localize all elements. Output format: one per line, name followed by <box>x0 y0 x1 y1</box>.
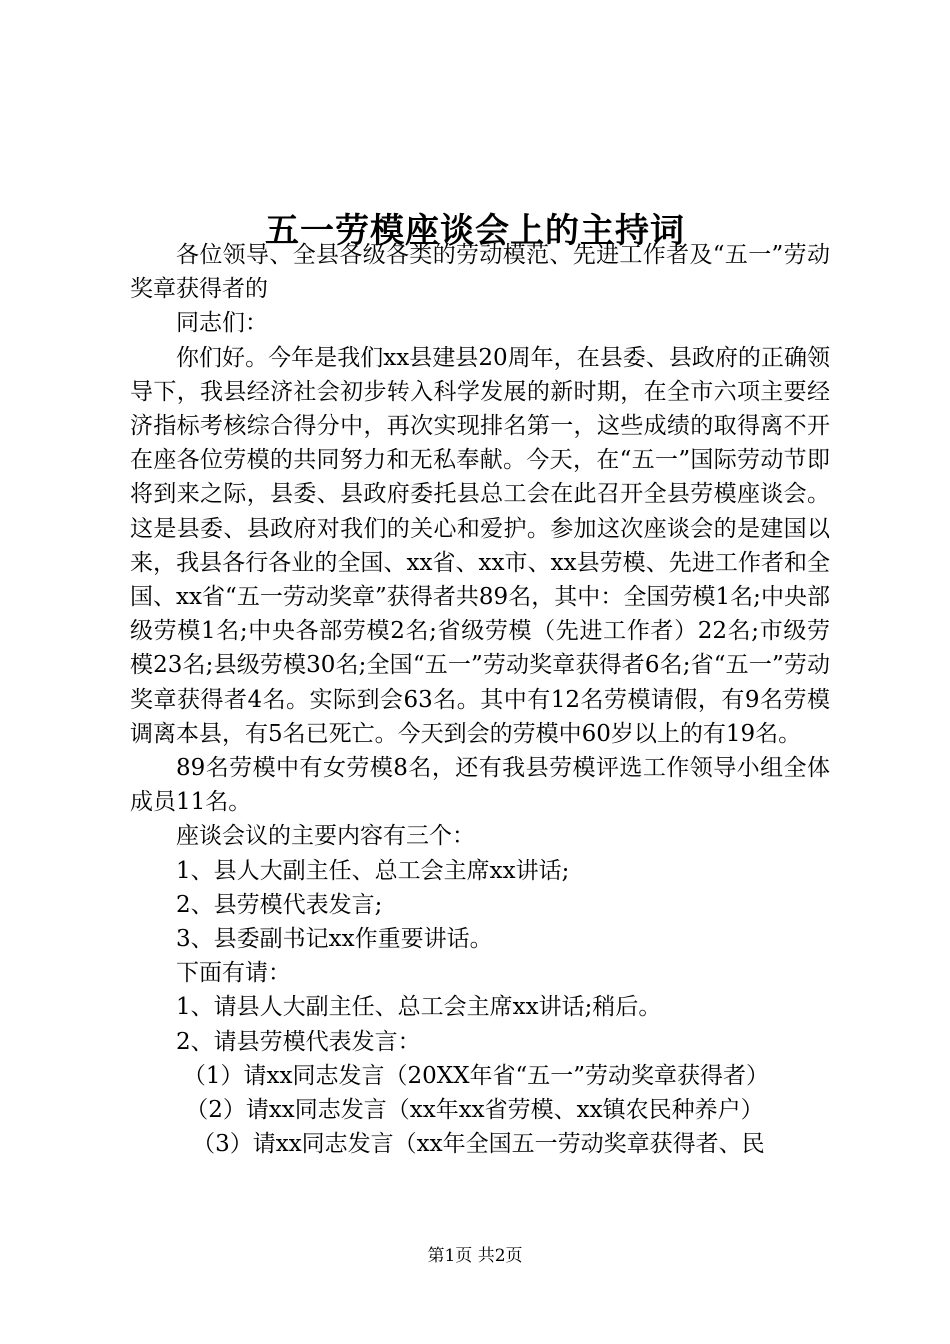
document-title: 五一劳模座谈会上的主持词 <box>265 210 685 251</box>
salutation-paragraph: 各位领导、全县各级各类的劳动模范、先进工作者及“五一”劳动奖章获得者的 <box>130 242 830 303</box>
document-body <box>130 238 830 1161</box>
speaker-item: （3）请xx同志发言（xx年全国五一劳动奖章获得者、民 <box>192 1131 765 1158</box>
body-paragraph: 89名劳模中有女劳模8名，还有我县劳模评选工作领导小组全体成员11名。 <box>130 755 830 816</box>
page-footer: 第1页 共2页 <box>427 1246 523 1266</box>
agenda-item: 2、请县劳模代表发言： <box>176 1028 421 1055</box>
agenda-item: 3、县委副书记xx作重要讲话。 <box>176 926 493 953</box>
speaker-item: （1）请xx同志发言（20XX年省“五一”劳动奖章获得者） <box>182 1062 769 1089</box>
speaker-item: （2）请xx同志发言（xx年xx省劳模、xx镇农民种养户） <box>185 1097 764 1124</box>
agenda-item: 2、县劳模代表发言; <box>176 891 383 918</box>
body-paragraph: 下面有请： <box>176 960 291 987</box>
agenda-item: 1、请县人大副主任、总工会主席xx讲话;稍后。 <box>176 994 662 1021</box>
body-paragraph: 你们好。今年是我们xx县建县20周年，在县委、县政府的正确领导下，我县经济社会初步转入科学发展的新时期，在全市六项主要经济指标考核综合得分中，再次实现排名第一，这些成绩的取得离不开在座各位劳模的共同努力和无私奉献。今天，在“五一”国际劳动节即将到来之际，县委、县政府委托县总工会在此召开全县劳模座谈会。这是县委、县政府对我们的关心和爱护。参加这次座谈会的是建国以来，我县各行各业的全国、xx省、xx市、xx县劳模、先进工作者和全国、xx省“五一劳动奖章”获得者共89名，其中：全国劳模1名;中央部级劳模1名;中央各部劳模2名;省级劳模（先进工作者）22名;市级劳模23名;县级劳模30名;全国“五一”劳动奖章获得者6名;省“五一”劳动奖章获得者4名。实际到会63名。其中有12名劳模请假，有9名劳模调离本县，有5名已死亡。今天到会的劳模中60岁以上的有19名。 <box>130 344 830 747</box>
body-paragraph: 座谈会议的主要内容有三个： <box>176 823 475 850</box>
agenda-item: 1、县人大副主任、总工会主席xx讲话; <box>176 857 570 884</box>
salutation-line: 同志们： <box>176 310 268 337</box>
